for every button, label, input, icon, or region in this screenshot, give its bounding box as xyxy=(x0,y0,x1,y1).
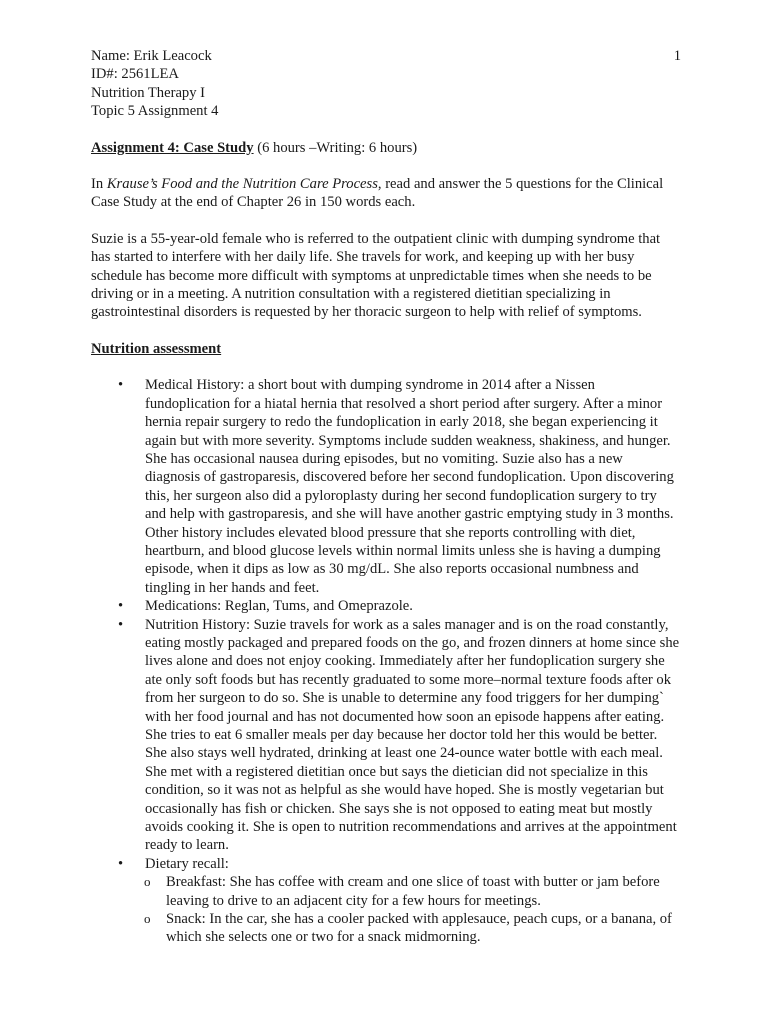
spacer xyxy=(91,358,681,376)
header-block xyxy=(91,47,681,121)
list-item-medications: • Medications: Reglan, Tums, and Omeprazole. xyxy=(145,597,681,615)
assessment-list xyxy=(91,376,681,947)
dietary-recall-list xyxy=(145,873,681,947)
spacer xyxy=(91,212,681,230)
list-item-dietary-recall xyxy=(145,855,681,947)
assignment-hours: (6 hours –Writing: 6 hours) xyxy=(253,139,418,156)
list-item-nutrition-history: • Nutrition History: Suzie travels for work as a sales manager and is on the road constantly, eating mostly packaged and prepared foods on the go, and frozen dinners at home since she lives alone and does not enjoy cooking. Immediately after her fundoplication surgery she ate only soft foods but has recently graduated to some more–normal texture foods after ok from her surgeon to do so. She is unable to determine any food triggers for her dumping` with her food journal and has not documented how soon an episode happens after eating. She tries to eat 6 smaller meals per day because her doctor told her this would be better. She also stays well hydrated, drinking at least one 24-ounce water bottle with each meal. She met with a registered dietitian once but says the dietician did not specialize in this condition, so it was not as helpful as she would have hoped. She is mostly vegetarian but occasionally has fish or chicken. She says she is not opposed to eating meat but mostly avoids cooking it. She is open to nutrition recommendations and arrives at the appointment ready to learn. xyxy=(145,616,681,855)
spacer xyxy=(91,157,681,175)
book-title: Krause’s Food and the Nutrition Care Process xyxy=(106,176,378,193)
topic-line: Topic 5 Assignment 4 xyxy=(91,103,219,120)
document-page xyxy=(91,47,681,947)
course-name: Nutrition Therapy I xyxy=(91,84,206,101)
assignment-title-line xyxy=(91,139,681,157)
student-id: ID#: 2561LEA xyxy=(91,66,179,83)
list-item-snack: o Snack: In the car, she has a cooler packed with applesauce, peach cups, or a banana, of which she selects one or two for a snack midmorning. xyxy=(166,910,681,947)
page-number: 1 xyxy=(673,48,681,64)
intro-rest: , read and answer the 5 questions for the Clinical Case Study at the end of Chapter 26 in 150 words each. xyxy=(91,176,664,211)
section-heading-line xyxy=(91,340,681,358)
student-name: Name: Erik Leacock xyxy=(91,48,212,64)
intro-paragraph xyxy=(91,175,681,212)
spacer xyxy=(91,322,681,340)
list-item-medical-history: • Medical History: a short bout with dumping syndrome in 2014 after a Nissen fundoplication for a hiatal hernia that resolved a short period after surgery. After a minor hernia repair surgery to redo the fundoplication in early 2018, she began experiencing it again but with more severity. Symptoms include sudden weakness, shakiness, and hunger. She has occasional nausea during episodes, but no vomiting. Suzie also has a new diagnosis of gastroparesis, discovered before her second fundoplication. Upon discovering this, her surgeon also did a pyloroplasty during her second fundoplication surgery to try and help with gastroparesis, and she will have another gastric emptying study in 3 months. Other history includes elevated blood pressure that she reports controlling with diet, heartburn, and blood glucose levels within normal limits unless she is having a dumping episode, when it dips as low as 30 mg/dL. She also reports occasional numbness and tingling in her hands and feet. xyxy=(145,376,681,597)
list-item-breakfast: o Breakfast: She has coffee with cream and one slice of toast with butter or jam before leaving to drive to an adjacent city for a few hours for meetings. xyxy=(166,873,681,910)
section-heading: Nutrition assessment xyxy=(91,340,222,357)
intro-prefix: In xyxy=(91,176,107,193)
dietary-recall-label: Dietary recall: xyxy=(145,855,229,872)
assignment-title: Assignment 4: Case Study xyxy=(91,139,254,156)
case-paragraph: Suzie is a 55-year-old female who is referred to the outpatient clinic with dumping syndrome that has started to interfere with her daily life. She travels for work, and keeping up with her busy schedule has become more difficult with symptoms at unpredictable times when she needs to be driving or in a meeting. A nutrition consultation with a registered dietitian specializing in gastrointestinal disorders is requested by her thoracic surgeon to help with relief of symptoms. xyxy=(91,230,661,321)
spacer xyxy=(91,121,681,139)
